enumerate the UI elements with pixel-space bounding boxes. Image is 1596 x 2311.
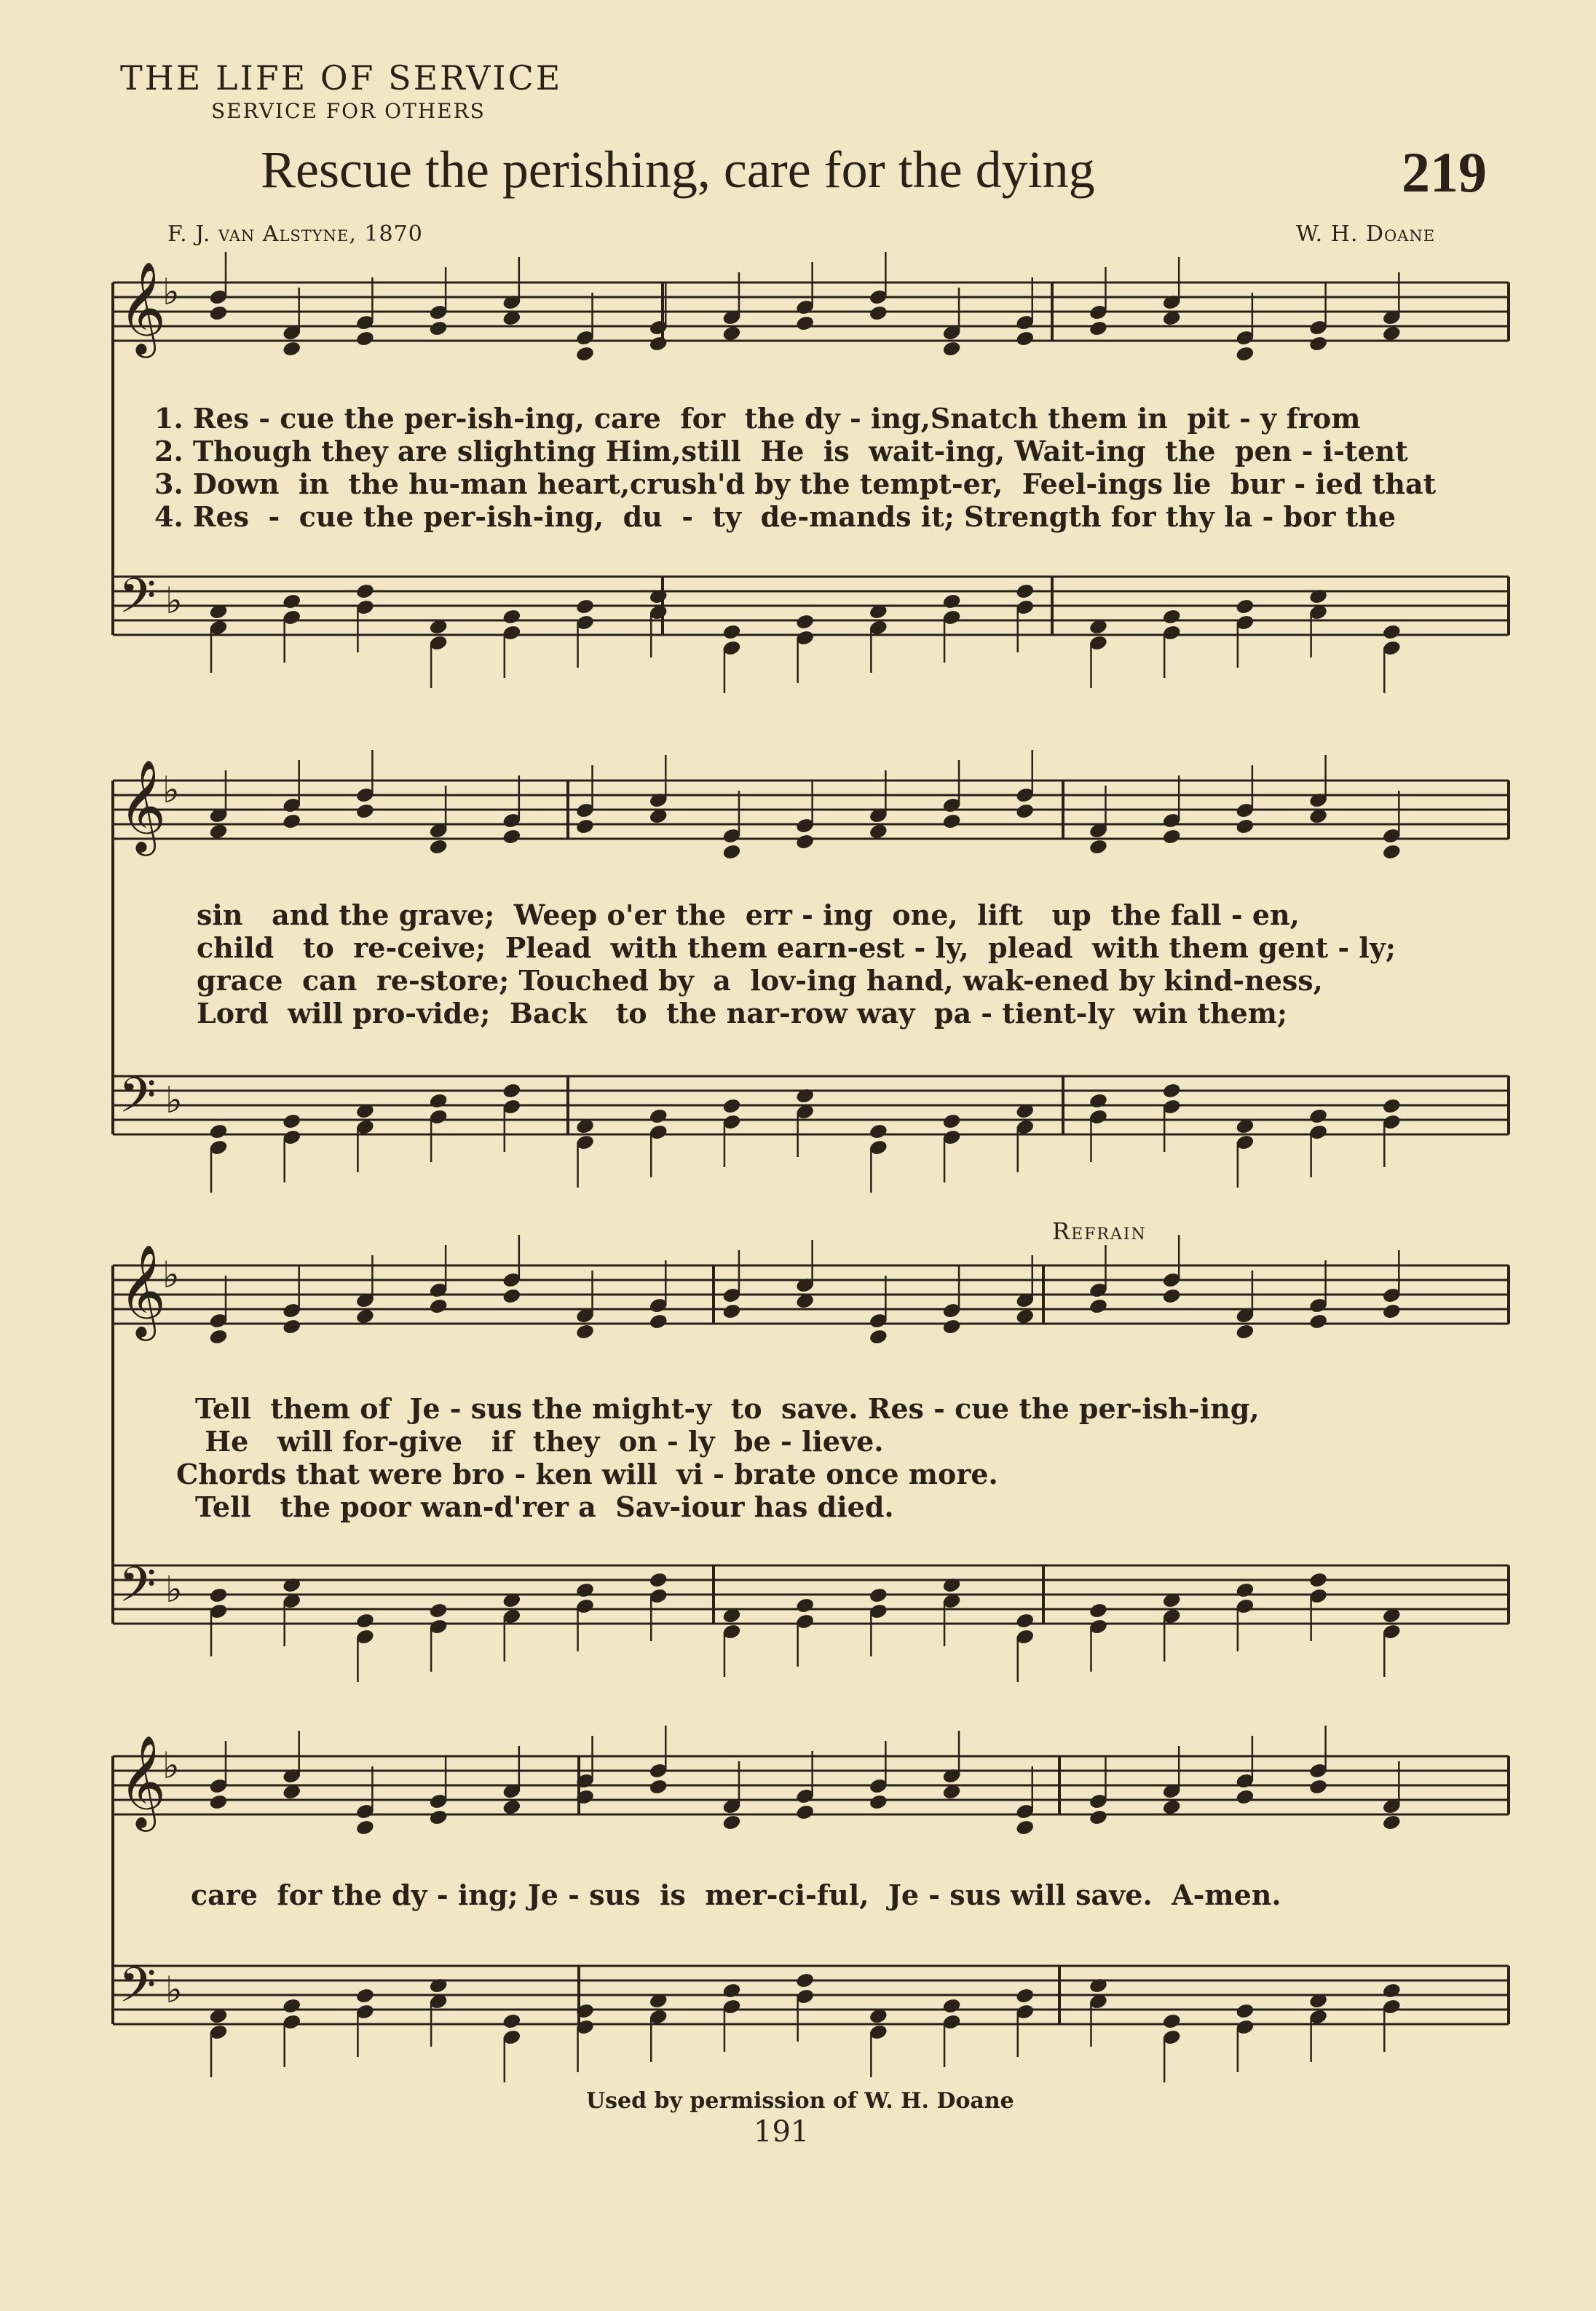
notehead	[1236, 599, 1255, 615]
notehead	[1236, 1324, 1255, 1340]
notehead	[1162, 609, 1181, 625]
section-title: THE LIFE OF SERVICE	[120, 58, 563, 98]
composer-credit: W. H. Doane	[1296, 221, 1436, 247]
notehead	[722, 624, 741, 641]
notehead	[1162, 1799, 1181, 1816]
barlines	[113, 283, 1509, 2024]
flat-sign: ♭	[165, 580, 183, 622]
notehead	[722, 1814, 741, 1831]
notehead	[869, 823, 888, 840]
notehead	[942, 1998, 961, 2015]
bass-clef: 𝄢	[119, 1067, 157, 1135]
notehead	[209, 1123, 228, 1140]
hymn-number: 219	[1402, 141, 1487, 204]
flat-sign: ♭	[162, 769, 180, 811]
notehead	[869, 1329, 888, 1346]
notehead	[1236, 1789, 1255, 1806]
notehead	[796, 315, 815, 332]
notehead	[649, 1572, 668, 1589]
notehead	[429, 1298, 448, 1315]
notehead	[942, 593, 961, 610]
notehead	[1309, 1313, 1328, 1330]
lyric-line: Lord will pro-vide; Back to the nar-row way pa - tient-ly win them;	[197, 997, 1287, 1030]
notehead	[1309, 1108, 1328, 1125]
lyric-line: care for the dy - ing; Je - sus is mer-ci-ful, Je - sus will save. A-men.	[191, 1879, 1281, 1911]
notehead	[283, 1319, 301, 1335]
notehead	[575, 1582, 594, 1599]
notehead	[1089, 839, 1107, 856]
notehead	[429, 839, 448, 856]
notehead	[1236, 346, 1255, 363]
treble-clef: 𝄞	[119, 1244, 167, 1337]
notehead	[575, 818, 594, 835]
lyric-line: 2. Though they are slighting Him,still He is wait-ing, Wait-ing the pen - i-tent	[154, 435, 1408, 467]
notehead	[429, 320, 448, 337]
notehead	[209, 1587, 228, 1604]
lyric-line: 3. Down in the hu-man heart,crush'd by the tempt-er, Feel-ings lie bur - ied that	[154, 467, 1437, 500]
notehead	[1382, 1303, 1401, 1320]
notehead	[502, 1083, 521, 1099]
treble-clef: 𝄞	[119, 759, 167, 852]
notehead	[1016, 1820, 1035, 1836]
bass-clef: 𝄢	[119, 1957, 157, 2025]
notehead	[502, 829, 521, 845]
notehead	[722, 1098, 741, 1115]
notehead	[429, 1603, 448, 1619]
notehead	[942, 813, 961, 830]
notehead	[502, 1799, 521, 1816]
notehead	[1016, 583, 1035, 600]
notehead	[209, 1794, 228, 1811]
notehead	[1382, 325, 1401, 342]
flat-sign: ♭	[165, 1079, 183, 1121]
notehead	[1162, 1288, 1181, 1305]
notehead	[283, 341, 301, 357]
notehead	[1016, 1988, 1035, 2004]
notehead	[722, 1303, 741, 1320]
notehead	[575, 346, 594, 363]
bass-clef: 𝄢	[119, 1557, 157, 1624]
lyric-line: 4. Res - cue the per-ish-ing, du - ty de-mands it; Strength for thy la - bor the	[154, 500, 1396, 533]
notehead	[1382, 1098, 1401, 1115]
flat-sign: ♭	[162, 1745, 180, 1787]
notehead	[1236, 2003, 1255, 2020]
notehead	[575, 599, 594, 615]
notehead	[1382, 1983, 1401, 1999]
lyric-line: Chords that were bro - ken will vi - brate once more.	[176, 1458, 998, 1490]
notehead	[869, 305, 888, 322]
notehead	[429, 1809, 448, 1826]
notehead	[1236, 1582, 1255, 1599]
notehead	[429, 1093, 448, 1110]
notehead	[575, 1324, 594, 1340]
lyric-line: 1. Res - cue the per-ish-ing, care for the dy - ing,Snatch them in pit - y from	[154, 402, 1361, 435]
notehead	[355, 1820, 374, 1836]
lyric-line: He will for-give if they on - ly be - lieve.	[195, 1425, 884, 1458]
notehead	[869, 1587, 888, 1604]
notehead	[355, 1308, 374, 1325]
notehead	[355, 1988, 374, 2004]
notehead	[1016, 1308, 1035, 1325]
lyric-line: Tell the poor wan-d'rer a Sav-iour has died.	[195, 1490, 894, 1523]
lyric-line: Tell them of Je - sus the might-y to save. Res - cue the per-ish-ing,	[195, 1392, 1260, 1425]
notehead	[355, 803, 374, 820]
notehead	[1309, 1572, 1328, 1589]
notehead	[1309, 336, 1328, 352]
treble-clef: 𝄞	[119, 1734, 167, 1828]
notehead	[722, 844, 741, 861]
notehead	[1162, 829, 1181, 845]
notehead	[283, 1113, 301, 1130]
notehead	[649, 1313, 668, 1330]
notehead	[1089, 1809, 1107, 1826]
lyric-line: child to re-ceive; Plead with them earn-est - ly, plead with them gent - ly;	[197, 931, 1396, 964]
notehead	[649, 1108, 668, 1125]
notehead	[942, 1319, 961, 1335]
notehead	[1382, 624, 1401, 641]
flat-sign: ♭	[162, 1254, 180, 1296]
notehead	[1382, 844, 1401, 861]
notehead	[796, 1597, 815, 1614]
notehead	[722, 1983, 741, 1999]
notehead	[649, 336, 668, 352]
lyric-line: sin and the grave; Weep o'er the err - ing one, lift up the fall - en,	[197, 898, 1300, 931]
notehead	[1016, 1613, 1035, 1629]
staff-lines	[113, 283, 1509, 2024]
notehead	[1089, 320, 1107, 337]
page-number: 191	[754, 2115, 810, 2149]
notehead	[1162, 1083, 1181, 1099]
notehead	[1016, 803, 1035, 820]
notehead	[796, 1804, 815, 1821]
notehead	[283, 1998, 301, 2015]
flat-sign: ♭	[165, 1969, 183, 2011]
notehead	[722, 325, 741, 342]
notehead	[502, 609, 521, 625]
notehead	[1089, 1603, 1107, 1619]
notehead	[796, 614, 815, 631]
bass-clef: 𝄢	[119, 568, 157, 636]
notehead	[283, 593, 301, 610]
notehead	[355, 331, 374, 347]
notehead	[869, 1794, 888, 1811]
notehead	[355, 583, 374, 600]
notehead	[1382, 1814, 1401, 1831]
treble-clef: 𝄞	[119, 261, 167, 354]
section-subtitle: SERVICE FOR OTHERS	[211, 99, 486, 123]
hymn-title: Rescue the perishing, care for the dying	[261, 141, 1095, 199]
refrain-label: Refrain	[1052, 1217, 1147, 1245]
notehead	[209, 823, 228, 840]
notehead	[796, 834, 815, 850]
notehead	[1162, 2013, 1181, 2030]
notehead	[869, 1123, 888, 1140]
notehead	[649, 1779, 668, 1796]
notehead	[942, 1113, 961, 1130]
notehead	[355, 1613, 374, 1629]
notehead	[209, 305, 228, 322]
notehead	[502, 2013, 521, 2030]
notehead	[1016, 331, 1035, 347]
notehead	[1089, 1093, 1107, 1110]
flat-sign: ♭	[162, 271, 180, 313]
lyric-line: grace can re-store; Touched by a lov-ing hand, wak-ened by kind-ness,	[197, 964, 1323, 997]
flat-sign: ♭	[165, 1568, 183, 1611]
notehead	[796, 1972, 815, 1989]
notehead	[209, 1329, 228, 1346]
notehead	[1089, 1298, 1107, 1315]
notehead	[942, 341, 961, 357]
notehead	[1309, 1779, 1328, 1796]
notehead	[502, 1288, 521, 1305]
author-credit: F. J. van Alstyne, 1870	[167, 221, 423, 247]
permission-note: Used by permission of W. H. Doane	[586, 2088, 1014, 2114]
notehead	[283, 813, 301, 830]
notehead	[1236, 818, 1255, 835]
